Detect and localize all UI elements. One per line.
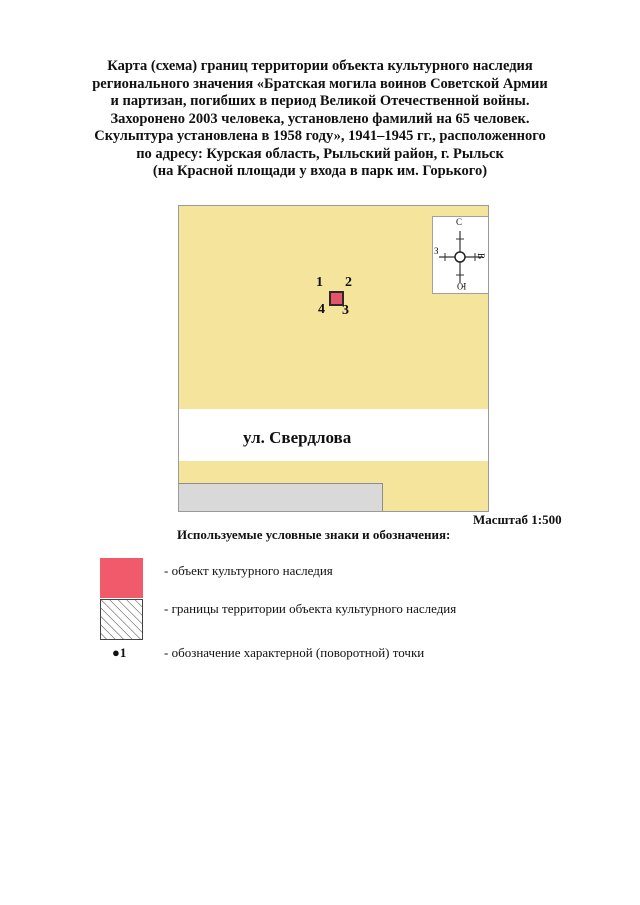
point-label-3: 3 [342, 303, 349, 318]
point-label-2: 2 [345, 275, 352, 290]
legend-text-point: - обозначение характерной (поворотной) точки [164, 645, 425, 660]
legend-point-marker: ●1 [112, 645, 127, 660]
compass-south: Ю [457, 281, 467, 291]
hatch-pattern-icon [101, 600, 142, 639]
compass-north: С [456, 217, 463, 227]
scale-label: Масштаб 1:500 [473, 512, 562, 527]
point-label-4: 4 [318, 302, 325, 317]
title-line: Захоронено 2003 человека, установлено фамилий на 65 человек. [110, 110, 530, 127]
point-label-1: 1 [316, 275, 323, 290]
compass-east: В [476, 252, 487, 260]
map-title [40, 58, 600, 181]
legend-title: Используемые условные знаки и обозначения: [177, 527, 451, 542]
street-label: ул. Свердлова [243, 428, 352, 447]
compass-rose [432, 216, 489, 294]
legend-text-boundary: - границы территории объекта культурного наследия [164, 601, 457, 616]
title-line: (на Красной площади у входа в парк им. Горького) [152, 163, 488, 179]
compass-west: З [434, 246, 439, 256]
title-line: и партизан, погибших в период Великой Отечественной войны. [110, 93, 530, 109]
legend-text-object: - объект культурного наследия [164, 563, 333, 578]
title-line: Скульптура установлена в 1958 году», 1941–1945 гг., расположенного [94, 128, 546, 144]
title-line: Карта (схема) границ территории объекта культурного наследия [107, 58, 533, 74]
legend-swatch-boundary [100, 599, 143, 640]
legend-swatch-object [100, 558, 143, 598]
map-canvas[interactable] [178, 205, 489, 512]
title-line: регионального значения «Братская могила воинов Советской Армии [92, 75, 548, 92]
building-block [179, 483, 383, 512]
title-line: по адресу: Курская область, Рыльский район, г. Рыльск [136, 145, 504, 162]
